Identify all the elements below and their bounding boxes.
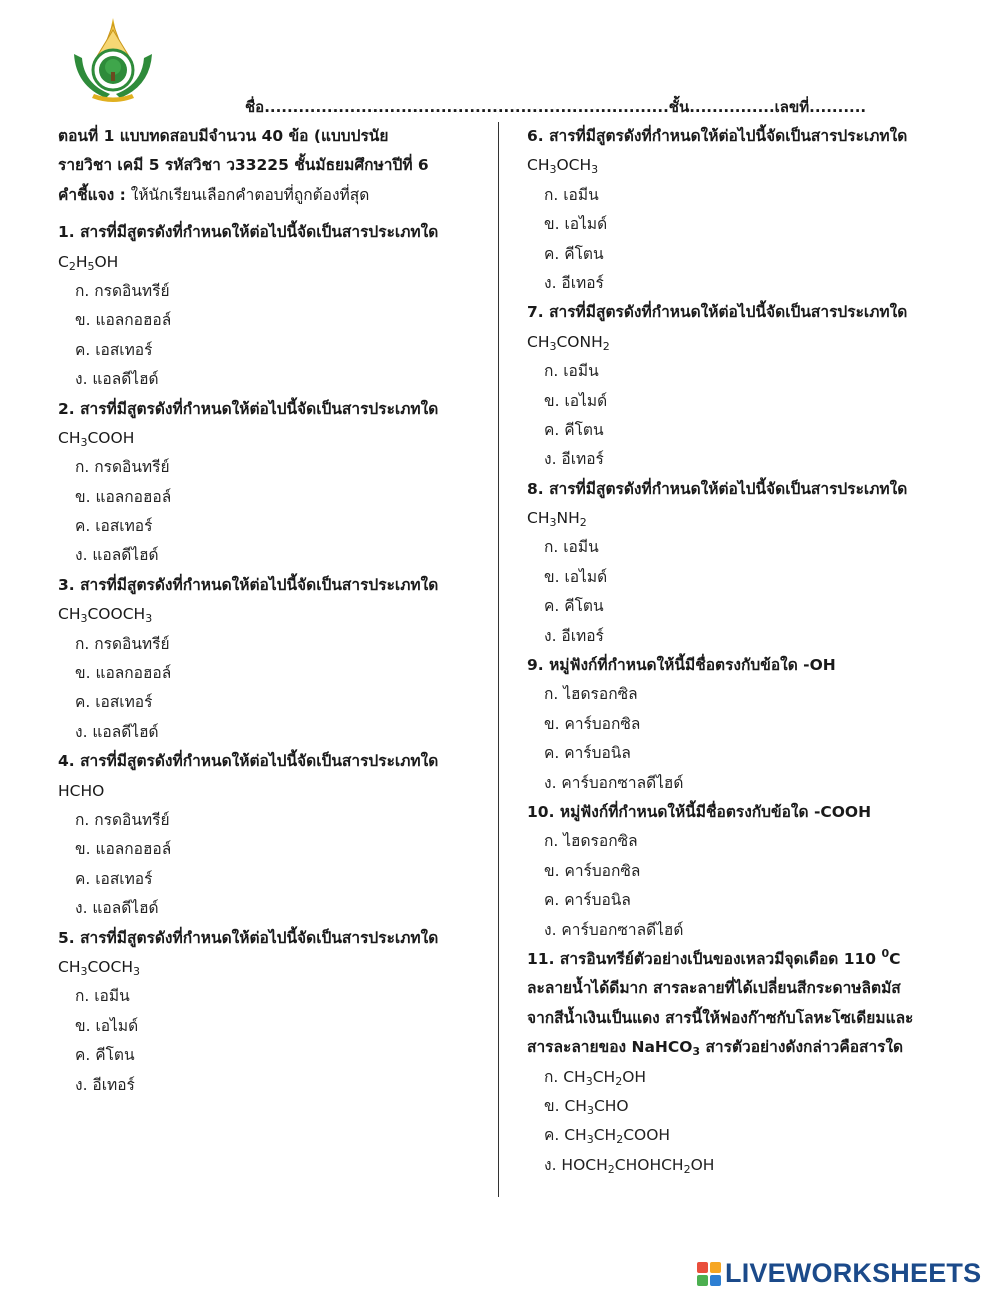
question-formula: $CH_3NH_2$: [527, 509, 587, 530]
option-b[interactable]: ข. แอลกอฮอล์: [75, 311, 172, 330]
option-a[interactable]: ก. ไฮดรอกซิล: [544, 685, 638, 704]
option-a[interactable]: ก. ไฮดรอกซิล: [544, 832, 638, 851]
intro-line-1: ตอนที่ 1 แบบทดสอบมีจำนวน 40 ข้อ (แบบปรนัย: [58, 127, 389, 145]
option-c[interactable]: ค. คีโตน: [544, 244, 604, 263]
option-b[interactable]: ข. คาร์บอกซิล: [544, 714, 641, 733]
option-d[interactable]: ง. แอลดีไฮด์: [75, 722, 159, 741]
question-text: 1. สารที่มีสูตรดังที่กำหนดให้ต่อไปนี้จัดเป็นสารประเภทใด: [58, 223, 439, 242]
option-a[interactable]: ก. กรดอินทรีย์: [75, 281, 170, 300]
question-text: 5. สารที่มีสูตรดังที่กำหนดให้ต่อไปนี้จัดเป็นสารประเภทใด: [58, 928, 439, 947]
question-text-line-2: ละลายน้ำได้ดีมาก สารละลายที่ได้เปลี่ยนสีกระดาษลิตมัส: [527, 979, 901, 998]
option-c[interactable]: ค. คีโตน: [544, 420, 604, 439]
instructions: [58, 181, 488, 210]
question-1: [58, 218, 488, 394]
option-c[interactable]: ค. เอสเทอร์: [75, 693, 153, 712]
option-d[interactable]: ง. $HOCH_2CHOHCH_2OH$: [544, 1155, 715, 1176]
option-d[interactable]: ง. อีเทอร์: [544, 626, 604, 645]
option-d[interactable]: ง. แอลดีไฮด์: [75, 546, 159, 565]
option-d[interactable]: ง. คาร์บอกซาลดีไฮด์: [544, 920, 684, 939]
option-d[interactable]: ง. คาร์บอกซาลดีไฮด์: [544, 773, 684, 792]
option-c[interactable]: ค. คีโตน: [75, 1046, 135, 1065]
question-text: 6. สารที่มีสูตรดังที่กำหนดให้ต่อไปนี้จัดเป็นสารประเภทใด: [527, 127, 908, 145]
option-b[interactable]: ข. เอไมด์: [544, 567, 608, 586]
question-text: 7. สารที่มีสูตรดังที่กำหนดให้ต่อไปนี้จัดเป็นสารประเภทใด: [527, 303, 908, 322]
question-6: [527, 122, 967, 298]
question-formula: $C_2H_5OH$: [58, 252, 119, 273]
option-b[interactable]: ข. แอลกอฮอล์: [75, 840, 172, 859]
option-b[interactable]: ข. แอลกอฮอล์: [75, 664, 172, 683]
question-formula: $CH_3COOH$: [58, 428, 135, 449]
option-c[interactable]: ค. $CH_3CH_2COOH$: [544, 1126, 671, 1147]
option-c[interactable]: ค. เอสเทอร์: [75, 517, 153, 536]
question-text: 3. สารที่มีสูตรดังที่กำหนดให้ต่อไปนี้จัดเป็นสารประเภทใด: [58, 575, 439, 594]
name-class-number-line: ชื่อ.......................................................................ชั้น...............เลขที่..........: [245, 98, 867, 116]
option-c[interactable]: ค. คาร์บอนิล: [544, 891, 631, 910]
question-formula: $CH_3CONH_2$: [527, 332, 610, 353]
option-b[interactable]: ข. แอลกอฮอล์: [75, 487, 172, 506]
option-a[interactable]: ก. กรดอินทรีย์: [75, 458, 170, 477]
instructions-text: ให้นักเรียนเลือกคำตอบที่ถูกต้องที่สุด: [125, 185, 370, 204]
option-a[interactable]: ก. $CH_3CH_2OH$: [544, 1067, 647, 1088]
option-a[interactable]: ก. เอมีน: [75, 987, 130, 1006]
option-a[interactable]: ก. กรดอินทรีย์: [75, 810, 170, 829]
intro-line-2: รายวิชา เคมี 5 รหัสวิชา ว33225 ชั้นมัธยมศึกษาปีที่ 6: [58, 156, 429, 175]
option-d[interactable]: ง. อีเทอร์: [75, 1075, 135, 1094]
option-c[interactable]: ค. เอสเทอร์: [75, 869, 153, 888]
question-text-line-4: สารละลายของ NaHCO$_3$ สารตัวอย่างดังกล่าวคือสารใด: [527, 1038, 904, 1059]
liveworksheets-icon: [697, 1262, 721, 1286]
option-c[interactable]: ค. คีโตน: [544, 597, 604, 616]
question-11: [527, 945, 967, 1180]
option-c[interactable]: ค. คาร์บอนิล: [544, 744, 631, 763]
question-text-line-3: จากสีน้ำเงินเป็นแดง สารนี้ให้ฟองก๊าซกับโลหะโซเดียมและ: [527, 1008, 914, 1027]
option-b[interactable]: ข. $CH_3CHO$: [544, 1096, 629, 1117]
question-4: [58, 747, 488, 923]
option-a[interactable]: ก. กรดอินทรีย์: [75, 634, 170, 653]
question-text: 2. สารที่มีสูตรดังที่กำหนดให้ต่อไปนี้จัดเป็นสารประเภทใด: [58, 399, 439, 418]
question-formula: HCHO: [58, 781, 105, 800]
option-c[interactable]: ค. เอสเทอร์: [75, 340, 153, 359]
question-10: [527, 798, 967, 945]
question-formula: $CH_3OCH_3$: [527, 156, 599, 177]
question-5: [58, 924, 488, 1100]
question-text: 4. สารที่มีสูตรดังที่กำหนดให้ต่อไปนี้จัดเป็นสารประเภทใด: [58, 752, 439, 771]
question-text: 8. สารที่มีสูตรดังที่กำหนดให้ต่อไปนี้จัดเป็นสารประเภทใด: [527, 479, 908, 498]
option-a[interactable]: ก. เอมีน: [544, 538, 599, 557]
school-logo: [66, 14, 160, 108]
option-b[interactable]: ข. เอไมด์: [544, 391, 608, 410]
right-column: [527, 122, 967, 1180]
option-b[interactable]: ข. คาร์บอกซิล: [544, 861, 641, 880]
option-b[interactable]: ข. เอไมด์: [75, 1016, 139, 1035]
left-column: [58, 122, 488, 1100]
question-formula: $CH_3COOCH_3$: [58, 605, 153, 626]
option-d[interactable]: ง. อีเทอร์: [544, 273, 604, 292]
question-9: [527, 651, 967, 798]
question-formula: $CH_3COCH_3$: [58, 957, 140, 978]
brand-text: LIVEWORKSHEETS: [725, 1258, 982, 1288]
column-divider: [498, 122, 499, 1197]
question-7: [527, 298, 967, 474]
question-8: [527, 475, 967, 651]
question-text: 10. หมู่ฟังก์ที่กำหนดให้นี้มีชื่อตรงกับข้อใด -COOH: [527, 802, 872, 821]
option-d[interactable]: ง. แอลดีไฮด์: [75, 370, 159, 389]
instructions-label: คำชี้แจง :: [58, 185, 126, 204]
option-d[interactable]: ง. อีเทอร์: [544, 450, 604, 469]
question-2: [58, 395, 488, 571]
option-a[interactable]: ก. เอมีน: [544, 185, 599, 204]
option-a[interactable]: ก. เอมีน: [544, 362, 599, 381]
liveworksheets-logo[interactable]: [697, 1258, 981, 1289]
option-b[interactable]: ข. เอไมด์: [544, 215, 608, 234]
option-d[interactable]: ง. แอลดีไฮด์: [75, 899, 159, 918]
question-3: [58, 571, 488, 747]
question-text-line-1: 11. สารอินทรีย์ตัวอย่างเป็นของเหลวมีจุดเดือด 110 $^0$C: [527, 946, 901, 968]
question-text: 9. หมู่ฟังก์ที่กำหนดให้นี้มีชื่อตรงกับข้อใด -OH: [527, 656, 836, 675]
